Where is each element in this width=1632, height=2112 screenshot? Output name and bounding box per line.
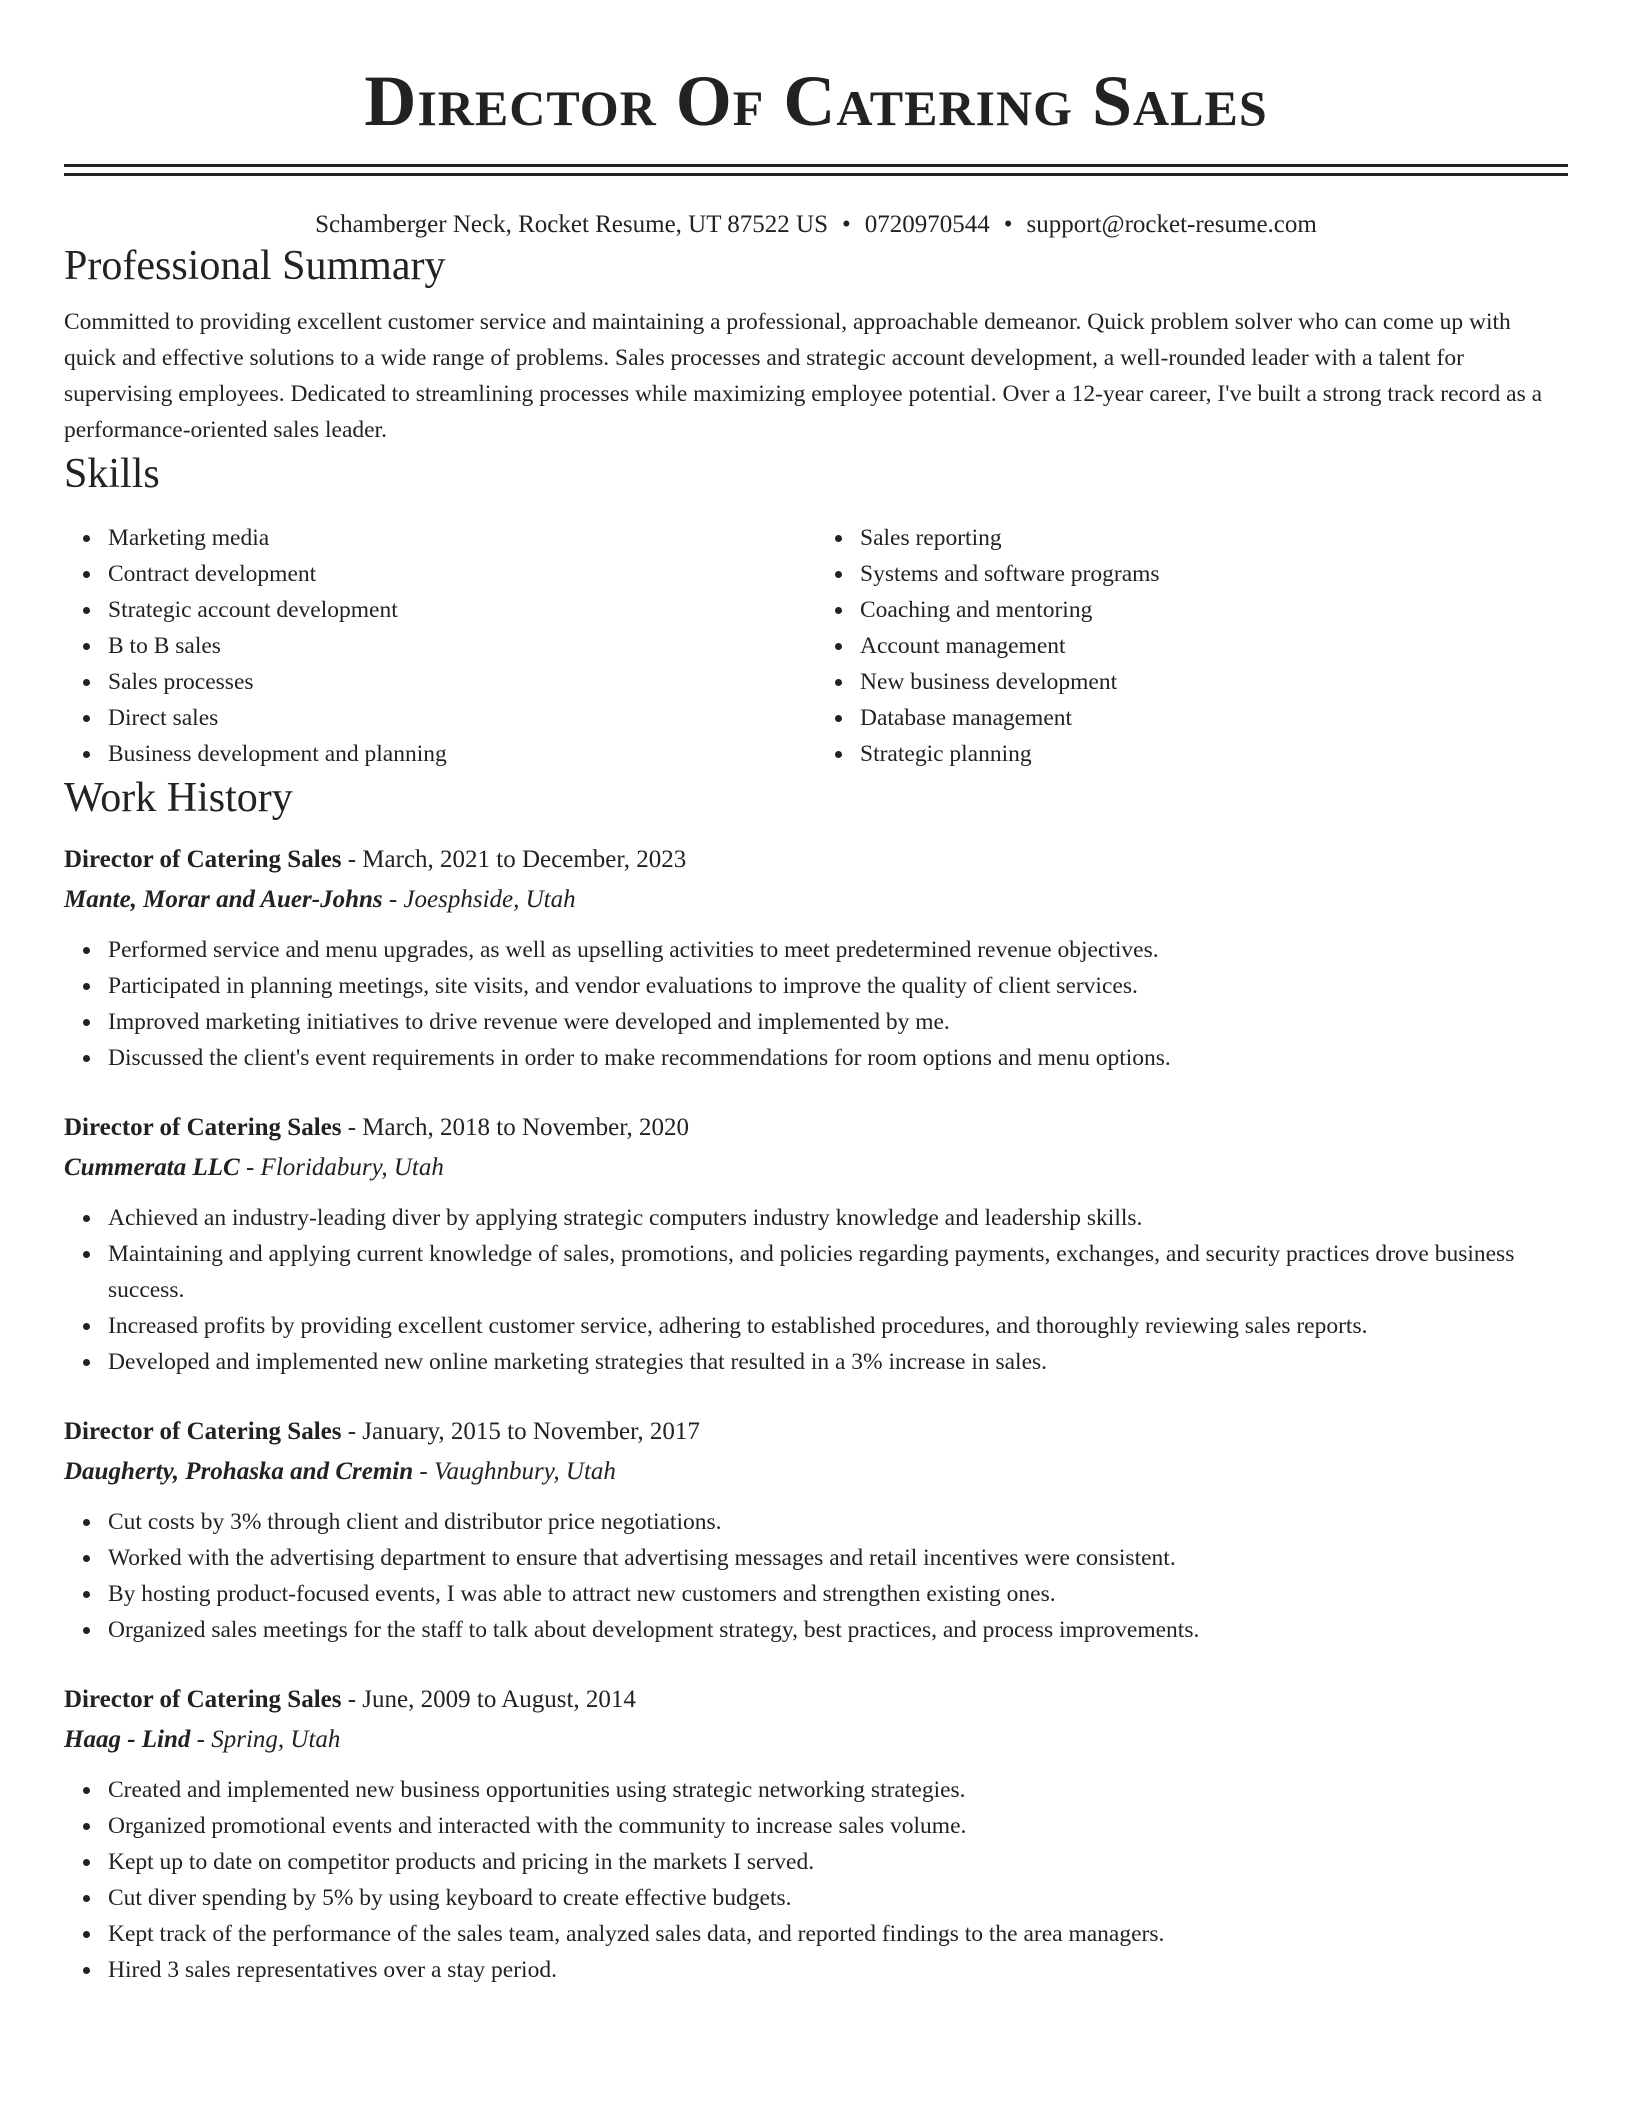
skill-item: Coaching and mentoring (860, 592, 1568, 628)
skills-heading: Skills (64, 451, 160, 497)
job-bullet: By hosting product-focused events, I was able to attract new customers and strengthen existing ones. (108, 1576, 1568, 1612)
summary-text: Committed to providing excellent customer service and maintaining a professional, approachable demeanor. Quick problem solver who can come up with quick and effective solutions to a wide range of problems. Sales processes and strategic account development, a well-rounded leader with a talent for supervising employees. Dedicated to streamlining processes while maximizing employee potential. Over a 12-year career, I've built a strong track record as a performance-oriented sales leader. (64, 309, 1543, 443)
job-dates: - March, 2021 to December, 2023 (341, 846, 687, 873)
job-title-line (64, 1684, 1568, 1716)
resume-name: Director Of Catering Sales (364, 61, 1268, 141)
job-company: Haag - Lind (64, 1726, 191, 1753)
job-bullet: Organized sales meetings for the staff to talk about development strategy, best practices, and process improvements. (108, 1612, 1568, 1648)
skill-item: B to B sales (108, 628, 816, 664)
skill-item: Business development and planning (108, 736, 816, 772)
skill-item: Marketing media (108, 520, 816, 556)
contact-address: Schamberger Neck, Rocket Resume, UT 87522 US (315, 211, 829, 238)
job-company: Cummerata LLC (64, 1154, 240, 1181)
skill-item: Direct sales (108, 700, 816, 736)
job-entry (64, 1112, 1568, 1380)
job-company-line (64, 1152, 1568, 1184)
job-dates: - January, 2015 to November, 2017 (341, 1418, 700, 1445)
job-bullet: Created and implemented new business opportunities using strategic networking strategies. (108, 1772, 1568, 1808)
work-history-heading: Work History (64, 775, 293, 821)
job-location: - Vaughnbury, Utah (413, 1458, 616, 1485)
job-title-line (64, 844, 1568, 876)
job-location: - Spring, Utah (190, 1726, 341, 1753)
job-bullet: Maintaining and applying current knowledge of sales, promotions, and policies regarding payments, exchanges, and security practices drove business success. (108, 1236, 1568, 1308)
job-bullet: Cut diver spending by 5% by using keyboard to create effective budgets. (108, 1880, 1568, 1916)
job-company: Daugherty, Prohaska and Cremin (64, 1458, 414, 1485)
skill-item: Strategic planning (860, 736, 1568, 772)
job-entry (64, 1684, 1568, 1988)
job-company-line (64, 1456, 1568, 1488)
contact-line (64, 210, 1568, 240)
skills-column-right (816, 520, 1568, 772)
skill-item: New business development (860, 664, 1568, 700)
skill-item: Sales processes (108, 664, 816, 700)
job-title: Director of Catering Sales (64, 1686, 342, 1713)
job-bullet: Hired 3 sales representatives over a stay period. (108, 1952, 1568, 1988)
header-divider (64, 164, 1568, 176)
skill-item: Sales reporting (860, 520, 1568, 556)
job-bullets (64, 1200, 1568, 1380)
job-title: Director of Catering Sales (64, 1114, 342, 1141)
job-dates: - June, 2009 to August, 2014 (341, 1686, 636, 1713)
job-entry (64, 1416, 1568, 1648)
job-title: Director of Catering Sales (64, 846, 342, 873)
job-bullet: Kept up to date on competitor products and pricing in the markets I served. (108, 1844, 1568, 1880)
job-bullets (64, 1772, 1568, 1988)
skills-grid (64, 520, 1568, 772)
job-bullet: Organized promotional events and interacted with the community to increase sales volume. (108, 1808, 1568, 1844)
job-dates: - March, 2018 to November, 2020 (341, 1114, 690, 1141)
job-bullet: Increased profits by providing excellent customer service, adhering to established procedures, and thoroughly reviewing sales reports. (108, 1308, 1568, 1344)
job-bullet: Improved marketing initiatives to drive revenue were developed and implemented by me. (108, 1004, 1568, 1040)
job-bullets (64, 1504, 1568, 1648)
job-bullet: Achieved an industry-leading diver by applying strategic computers industry knowledge and leadership skills. (108, 1200, 1568, 1236)
contact-email: support@rocket-resume.com (1026, 211, 1317, 238)
skill-item: Systems and software programs (860, 556, 1568, 592)
skill-item: Strategic account development (108, 592, 816, 628)
job-title: Director of Catering Sales (64, 1418, 342, 1445)
job-title-line (64, 1416, 1568, 1448)
job-bullet: Developed and implemented new online marketing strategies that resulted in a 3% increase in sales. (108, 1344, 1568, 1380)
contact-separator: • (842, 211, 851, 238)
job-company-line (64, 884, 1568, 916)
job-company: Mante, Morar and Auer-Johns (64, 886, 383, 913)
job-bullet: Discussed the client's event requirements in order to make recommendations for room options and menu options. (108, 1040, 1568, 1076)
job-location: - Joesphside, Utah (382, 886, 576, 913)
skill-item: Account management (860, 628, 1568, 664)
job-bullet: Performed service and menu upgrades, as well as upselling activities to meet predetermined revenue objectives. (108, 932, 1568, 968)
job-location: - Floridabury, Utah (239, 1154, 444, 1181)
job-title-line (64, 1112, 1568, 1144)
job-bullet: Cut costs by 3% through client and distributor price negotiations. (108, 1504, 1568, 1540)
job-bullet: Kept track of the performance of the sales team, analyzed sales data, and reported findings to the area managers. (108, 1916, 1568, 1952)
summary-heading: Professional Summary (64, 243, 446, 289)
contact-phone: 0720970544 (864, 211, 990, 238)
contact-separator: • (1003, 211, 1013, 238)
job-company-line (64, 1724, 1568, 1756)
job-bullet: Participated in planning meetings, site visits, and vendor evaluations to improve the quality of client services. (108, 968, 1568, 1004)
job-entry (64, 844, 1568, 1076)
skills-column-left (64, 520, 816, 772)
job-bullet: Worked with the advertising department to ensure that advertising messages and retail incentives were consistent. (108, 1540, 1568, 1576)
skill-item: Contract development (108, 556, 816, 592)
skill-item: Database management (860, 700, 1568, 736)
job-bullets (64, 932, 1568, 1076)
